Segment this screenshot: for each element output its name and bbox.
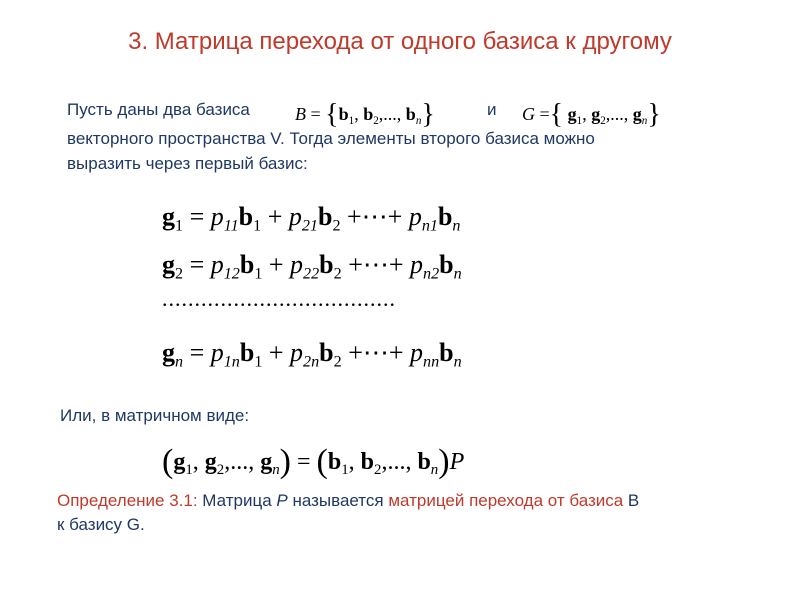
coef-index: 21 xyxy=(301,217,318,235)
vec-g2: g xyxy=(204,449,217,475)
sub-n: n xyxy=(430,462,439,479)
sub-1: 1 xyxy=(254,353,263,371)
coef-p: p xyxy=(408,202,422,231)
equals-sign: = xyxy=(189,338,205,367)
coef-p: p xyxy=(210,250,224,279)
vec-b: b xyxy=(239,250,255,279)
definition-term: матрицей перехода от базиса xyxy=(388,491,624,510)
plus-sign: + xyxy=(268,250,284,279)
right-paren: ) xyxy=(279,443,291,480)
vec-b1: b xyxy=(327,449,342,475)
basis-b-name: B xyxy=(295,104,306,124)
right-brace: } xyxy=(647,99,661,130)
equation-row-2 xyxy=(162,250,462,284)
sub-2: 2 xyxy=(333,353,342,371)
sub-n: n xyxy=(453,265,462,283)
vec-b1: b xyxy=(338,104,349,124)
sub-1: 1 xyxy=(253,217,262,235)
coef-index: 2n xyxy=(303,353,320,371)
plus-sign: + xyxy=(268,338,284,367)
vec-bn: b xyxy=(417,449,431,475)
vec-b: b xyxy=(319,338,334,367)
plus-sign: + xyxy=(347,202,362,231)
coef-p: p xyxy=(210,338,224,367)
sub-n: n xyxy=(272,462,280,479)
sub-2: 2 xyxy=(373,114,379,127)
vec-b: b xyxy=(437,202,453,231)
equation-row-1 xyxy=(162,202,460,236)
sub-2: 2 xyxy=(374,462,382,479)
basis-g-name: G xyxy=(522,104,535,124)
equation-row-n xyxy=(162,338,462,372)
lhs-index: 2 xyxy=(175,265,184,283)
coef-index: n1 xyxy=(421,217,438,235)
vec-g1: g xyxy=(173,449,186,475)
definition-label: Определение 3.1: xyxy=(57,491,198,510)
definition-3-1 xyxy=(57,489,757,537)
cdots: ⋯ xyxy=(361,202,388,231)
left-brace: { xyxy=(549,99,564,130)
matrix-form-equation: ($g_1$, $g_2$,..., $g_n) = (b_1$, $b_2$,..., $b_n)P$ xyxy=(162,443,465,480)
left-paren: ( xyxy=(162,443,174,480)
plus-sign: + xyxy=(348,338,363,367)
cdots: ⋯ xyxy=(362,338,389,367)
definition-basis-g: к базису G. xyxy=(57,515,145,534)
page-title: 3. Матрица перехода от одного базиса к другому xyxy=(128,28,672,55)
sub-1: 1 xyxy=(348,114,355,127)
lhs-vector: g xyxy=(162,338,175,367)
plus-sign: + xyxy=(388,338,404,367)
ellipsis: ... xyxy=(387,449,406,475)
vec-b2: b xyxy=(360,449,374,475)
definition-p: P xyxy=(276,491,288,510)
vec-gn: g xyxy=(632,104,642,124)
eq-sign: = xyxy=(539,104,550,124)
vec-g2: g xyxy=(591,104,601,124)
dotted-separator: .................................... xyxy=(162,286,396,311)
coef-p: p xyxy=(410,338,424,367)
plus-sign: + xyxy=(388,250,404,279)
basis-g-definition: G ={ $g_1$, $g_2$,..., $g_n$} xyxy=(522,99,661,130)
coef-p: p xyxy=(210,202,224,231)
sub-2: 2 xyxy=(216,462,225,479)
coef-index: 22 xyxy=(303,265,320,283)
sub-n: n xyxy=(415,114,422,127)
sub-1: 1 xyxy=(254,265,263,283)
right-brace: } xyxy=(421,99,435,130)
equals-sign: = xyxy=(189,202,205,231)
vec-b: b xyxy=(239,338,255,367)
definition-text: Матрица xyxy=(197,491,277,510)
left-paren: ( xyxy=(316,443,328,480)
definition-text: называется xyxy=(287,491,389,510)
intro-line-1: Пусть даны два базиса xyxy=(67,100,250,119)
vec-b: b xyxy=(238,202,254,231)
coef-p: p xyxy=(410,250,424,279)
coef-index: n2 xyxy=(423,265,440,283)
vec-b: b xyxy=(439,250,454,279)
coef-p: p xyxy=(290,338,304,367)
sub-1: 1 xyxy=(576,114,583,127)
lhs-vector: g xyxy=(162,202,175,231)
sub-n: n xyxy=(641,114,648,127)
vec-b: b xyxy=(317,202,333,231)
vec-g1: g xyxy=(567,104,577,124)
definition-basis-b: B xyxy=(623,491,640,510)
plus-sign: + xyxy=(387,202,403,231)
lhs-index: 1 xyxy=(175,217,184,235)
plus-sign: + xyxy=(348,250,363,279)
coef-index: 1n xyxy=(223,353,240,371)
basis-b-definition: $B = \{b_1$, $b_2$,..., $b_n$} xyxy=(295,99,435,130)
left-brace: { xyxy=(325,99,339,130)
sub-1: 1 xyxy=(185,462,193,479)
equals-sign: = xyxy=(296,449,311,475)
equals-sign: = xyxy=(189,250,205,279)
intro-line-2: векторного пространства V. Тогда элементы второго базиса можно xyxy=(67,129,595,148)
eq-sign: = xyxy=(310,104,321,124)
vec-b: b xyxy=(439,338,454,367)
sub-2: 2 xyxy=(332,217,341,235)
ellipsis: ... xyxy=(383,104,397,124)
ellipsis: ... xyxy=(230,449,249,475)
ellipsis: ... xyxy=(610,104,624,124)
matrix-p: P xyxy=(449,449,465,475)
coef-p: p xyxy=(290,250,304,279)
vec-b: b xyxy=(319,250,334,279)
vec-b2: b xyxy=(363,104,374,124)
vec-bn: b xyxy=(405,104,416,124)
lhs-vector: g xyxy=(162,250,175,279)
sub-n: n xyxy=(452,217,461,235)
lhs-index: n xyxy=(175,353,184,371)
sub-1: 1 xyxy=(341,462,349,479)
coef-index: 12 xyxy=(223,265,240,283)
sub-2: 2 xyxy=(600,114,606,127)
cdots: ⋯ xyxy=(362,250,389,279)
sub-2: 2 xyxy=(333,265,342,283)
matrix-form-label: Или, в матричном виде: xyxy=(60,406,250,425)
intro-line-3: выразить через первый базис: xyxy=(67,154,308,173)
and-word: и xyxy=(487,100,497,119)
vec-gn: g xyxy=(260,449,273,475)
right-paren: ) xyxy=(438,443,450,480)
coef-index: 11 xyxy=(223,217,239,235)
coef-index: nn xyxy=(423,353,440,371)
sub-n: n xyxy=(453,353,462,371)
plus-sign: + xyxy=(267,202,283,231)
coef-p: p xyxy=(288,202,302,231)
